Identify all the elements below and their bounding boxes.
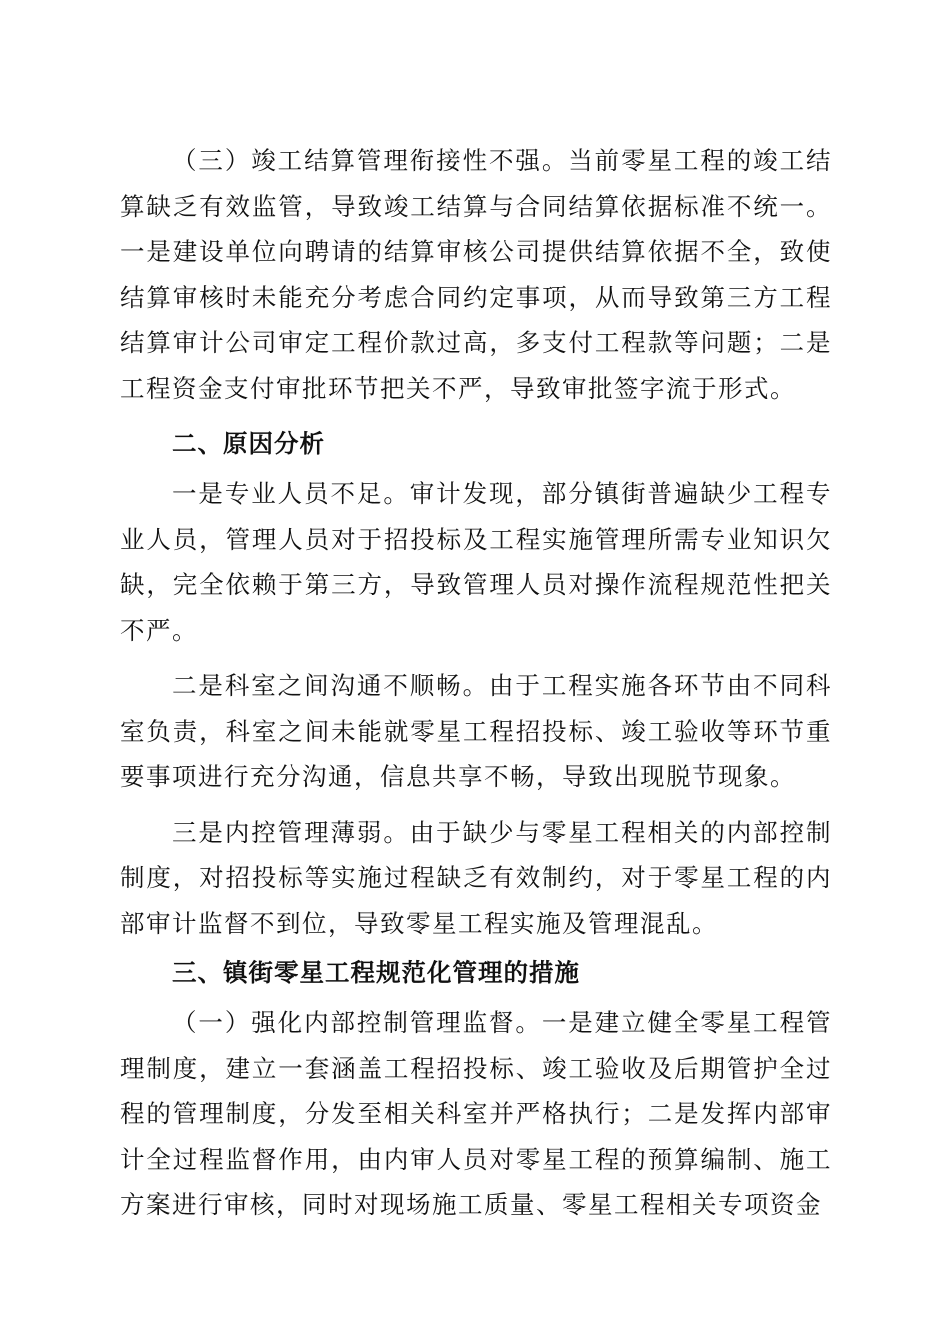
paragraph-body: 审计发现，部分镇街普遍缺少工程专业人员，管理人员对于招投标及工程实施管理所需专业知识欠缺，完全依赖于第三方，导致管理人员对操作流程规范性把关不严。 <box>120 479 832 645</box>
paragraph-cause-3 <box>120 810 832 947</box>
paragraph-cause-1 <box>120 471 832 653</box>
paragraph-measure-1 <box>120 1000 832 1228</box>
paragraph-body: 由于工程实施各环节由不同科室负责，科室之间未能就零星工程招投标、竣工验收等环节重要事项进行充分沟通，信息共享不畅，导致出现脱节现象。 <box>120 671 832 791</box>
document-page <box>120 138 832 1228</box>
paragraph-cause-2 <box>120 663 832 800</box>
paragraph-lead: 二是科室之间沟通不顺畅。 <box>172 671 489 700</box>
paragraph-body: 当前零星工程的竣工结算缺乏有效监管，导致竣工结算与合同结算依据标准不统一。一是建设单位向聘请的结算审核公司提供结算依据不全，致使结算审核时未能充分考虑合同约定事项，从而导致第三方工程结算审计公司审定工程价款过高，多支付工程款等问题；二是工程资金支付审批环节把关不严，导致审批签字流于形式。 <box>120 146 832 403</box>
paragraph-completion-settlement <box>120 138 832 411</box>
paragraph-body: 由于缺少与零星工程相关的内部控制制度，对招投标等实施过程缺乏有效制约，对于零星工程的内部审计监督不到位，导致零星工程实施及管理混乱。 <box>120 817 832 938</box>
section-heading-cause-analysis: 二、原因分析 <box>172 429 325 458</box>
paragraph-lead: 三是内控管理薄弱。 <box>172 817 410 847</box>
section-heading-measures: 三、镇街零星工程规范化管理的措施 <box>172 958 580 987</box>
paragraph-body: 一是建立健全零星工程管理制度，建立一套涵盖工程招投标、竣工验收及后期管护全过程的管理制度，分发至相关科室并严格执行；二是发挥内部审计全过程监督作用，由内审人员对零星工程的预算编制、施工方案进行审核，同时对现场施工质量、零星工程相关专项资金 <box>120 1008 833 1219</box>
paragraph-lead: （一）强化内部控制管理监督。 <box>172 1008 542 1037</box>
paragraph-lead: （三）竣工结算管理衔接性不强。 <box>172 146 569 175</box>
paragraph-lead: 一是专业人员不足。 <box>172 479 410 508</box>
